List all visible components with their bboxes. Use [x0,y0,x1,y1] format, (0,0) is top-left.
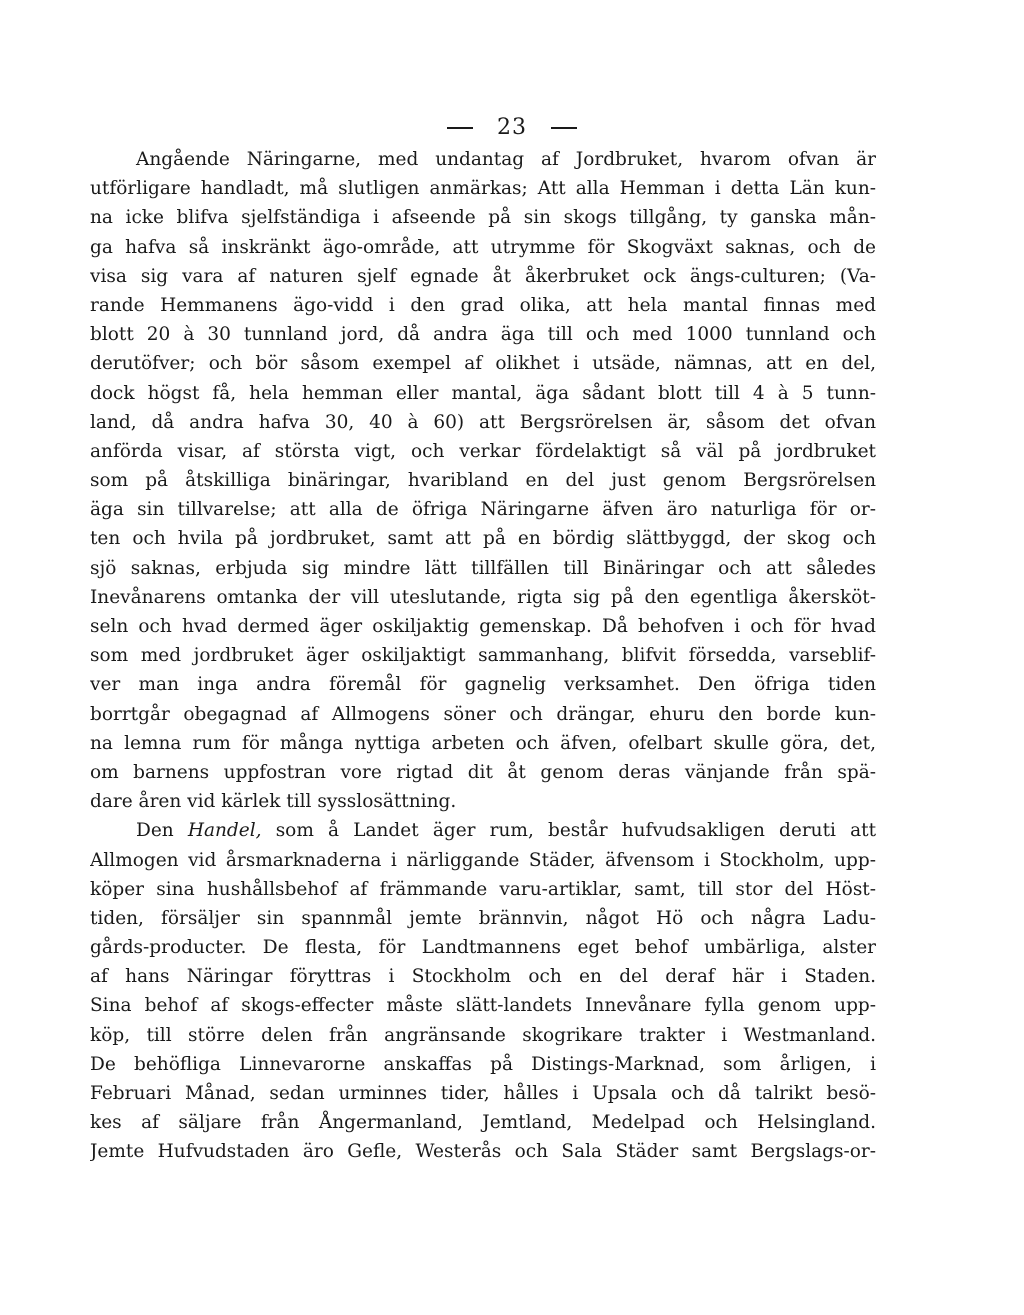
text-line: Den Handel, som å Landet äger rum, består hufvudsakligen deruti att [136,820,876,842]
text-line: dock högst få, hela hemman eller mantal, äga sådant blott till 4 à 5 tunn- [90,382,876,404]
body-text [90,145,876,1167]
text-line: köper sina hushållsbehof af främmande varu-artiklar, samt, till stor del Höst- [90,878,876,900]
text-line: seln och hvad dermed äger oskiljaktig gemenskap. Då behofven i och för hvad [90,616,876,637]
text-line: kes af säljare från Ångermanland, Jemtland, Medelpad och Helsingland. [90,1112,876,1134]
text-line: om barnens uppfostran vore rigtad dit åt genom deras vänjande från spä- [90,761,876,783]
text-line: rande Hemmanens ägo-vidd i den grad olika, att hela mantal finnas med [90,294,876,316]
text-line: sjö saknas, erbjuda sig mindre lätt tillfällen till Binäringar och att således [90,557,876,579]
text-line: Inevånarens omtanka der vill uteslutande, rigta sig på den egentliga åkersköt- [90,586,876,608]
text-line: anförda visar, af största vigt, och verkar fördelaktigt så väl på jordbruket [90,440,876,462]
text-line: derutöfver; och bör såsom exempel af olikhet i utsäde, nämnas, att en del, [90,353,876,375]
text-line: gårds-producter. De flesta, för Landtmannens eget behof umbärliga, alster [90,937,876,959]
text-line: land, då andra hafva 30, 40 à 60) att Bergsrörelsen är, såsom det ofvan [90,411,876,433]
text-line: tiden, försäljer sin spannmål jemte brännvin, något Hö och några Ladu- [90,907,876,929]
header-dash-right [551,127,577,129]
text-line: som med jordbruket äger oskiljaktigt sammanhang, blifvit försedda, varseblif- [90,645,876,667]
header-dash-left [447,127,473,129]
text-line: blott 20 à 30 tunnland jord, då andra äga till och med 1000 tunnland och [90,324,876,346]
text-line: visa sig vara af naturen sjelf egnade åt åkerbruket ock ängs-culturen; (Va- [90,265,876,287]
text-line: ga hafva så inskränkt ägo-område, att utrymme för Skogväxt saknas, och de [90,236,876,258]
text-line: na lemna rum för många nyttiga arbeten och äfven, ofelbart skulle göra, det, [90,732,876,754]
text-line: ver man inga andra föremål för gagnelig verksamhet. Den öfriga tiden [90,674,876,696]
text-line: Jemte Hufvudstaden äro Gefle, Westerås och Sala Städer samt Bergslags-or- [90,1141,876,1163]
text-line: köp, till större delen från angränsande skogrikare trakter i Westmanland. [90,1024,876,1046]
text-line: na icke blifva sjelfständiga i afseende på sin skogs tillgång, ty ganska mån- [90,207,876,229]
text-line: utförligare handladt, må slutligen anmärkas; Att alla Hemman i detta Län kun- [90,178,876,200]
text-line: De behöfliga Linnevarorne anskaffas på Distings-Marknad, som årligen, i [90,1053,876,1075]
text-line: Februari Månad, sedan urminnes tider, hålles i Upsala och då talrikt besö- [90,1083,876,1104]
page-number: 23 [497,115,527,140]
text-line: som på åtskilliga binäringar, hvaribland en del just genom Bergsrörelsen [90,470,876,492]
text-line: Allmogen vid årsmarknaderna i närliggande Städer, äfvensom i Stockholm, upp- [90,849,876,871]
italic-term: Handel, [187,820,262,842]
text-line: dare åren vid kärlek till sysslosättning. [90,791,457,813]
page-header [0,115,1024,140]
text-line: Sina behof af skogs-effecter måste slätt-landets Innevånare fylla genom upp- [90,995,876,1017]
text-line: af hans Näringar föryttras i Stockholm och en del deraf här i Staden. [90,966,876,988]
text-line: Angående Näringarne, med undantag af Jordbruket, hvarom ofvan är [136,149,876,170]
text-line: borrtgår obegagnad af Allmogens söner och drängar, ehuru den borde kun- [90,703,876,725]
text-line: ten och hvila på jordbruket, samt att på en bördig slättbyggd, der skog och [90,528,876,550]
text-line: äga sin tillvarelse; att alla de öfriga Näringarne äfven äro naturliga för or- [90,499,876,521]
